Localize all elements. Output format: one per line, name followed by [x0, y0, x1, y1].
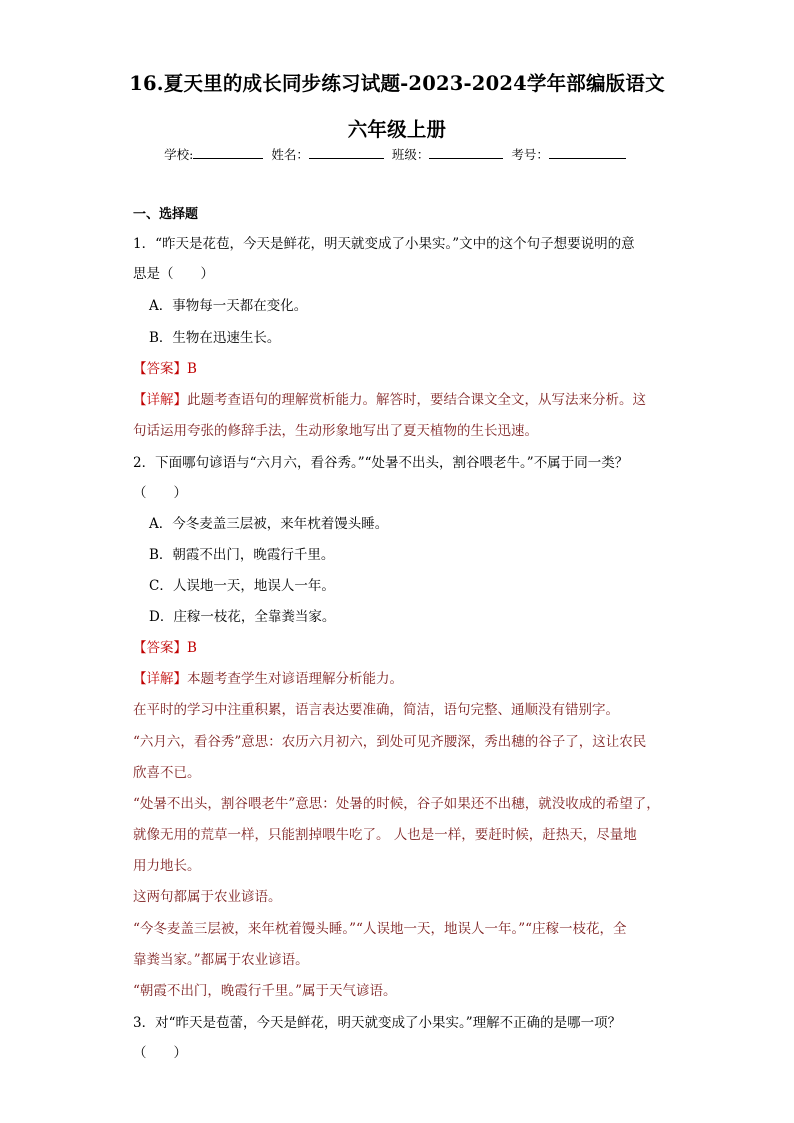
q1-answer	[133, 361, 197, 377]
q1-explain-line1	[133, 392, 646, 408]
exam-no-label: 考号：	[511, 147, 549, 162]
q2-option-a: A．今冬麦盖三层被，来年枕着馒头睡。	[149, 516, 389, 532]
q2-explain-line6: 就像无用的荒草一样，只能割掉喂牛吃了。 人也是一样，要赶时候，赶热天，尽量地	[133, 827, 637, 843]
q2-explain-line11: “朝霞不出门，晚霞行千里。”属于天气谚语。	[133, 983, 397, 999]
q2-explain-text1: 本题考查学生对谚语理解分析能力。	[187, 671, 403, 687]
q2-explain-label: 【详解】	[133, 671, 187, 687]
name-blank[interactable]	[309, 146, 384, 159]
q2-option-b: B．朝霞不出门，晚霞行千里。	[149, 547, 335, 563]
exam-no-blank[interactable]	[549, 146, 626, 159]
q3-stem-line2: （ ）	[133, 1045, 187, 1061]
student-info-row	[0, 145, 794, 163]
q2-explain-line1	[133, 671, 403, 687]
q3-stem-line1: 3．对“昨天是苞蕾，今天是鲜花，明天就变成了小果实。”理解不正确的是哪一项？	[133, 1015, 622, 1031]
school-label: 学校:	[164, 147, 194, 162]
q2-answer-value: B	[187, 640, 197, 656]
q2-stem-line1: 2．下面哪句谚语与“六月六，看谷秀。”“处暑不出头，割谷喂老牛。”不属于同一类？	[133, 455, 629, 471]
q2-explain-line2: 在平时的学习中注重积累，语言表达要准确，简洁，语句完整、通顺没有错别字。	[133, 702, 619, 718]
q1-explain-line2: 句话运用夸张的修辞手法，生动形象地写出了夏天植物的生长迅速。	[133, 423, 538, 439]
q2-explain-line7: 用力地长。	[133, 858, 201, 874]
section-heading: 一、选择题	[133, 207, 199, 222]
doc-title-line2: 六年级上册	[347, 118, 447, 141]
q2-explain-line3: “六月六，看谷秀”意思：农历六月初六，到处可见齐腰深，秀出穗的谷子了，这让农民	[133, 734, 647, 750]
doc-title-line1: 16.夏天里的成长同步练习试题-2023-2024学年部编版语文	[129, 72, 665, 95]
q1-explain-text1: 此题考查语句的理解赏析能力。解答时，要结合课文全文，从写法来分析。这	[187, 392, 646, 408]
q1-stem-line2: 思是（ ）	[133, 266, 214, 282]
q1-answer-label: 【答案】	[133, 361, 187, 377]
q2-explain-line10: 靠粪当家。”都属于农业谚语。	[133, 952, 309, 968]
q1-stem-line1: 1．“昨天是花苞，今天是鲜花，明天就变成了小果实。”文中的这个句子想要说明的意	[133, 236, 635, 252]
q2-explain-line5: “处暑不出头，割谷喂老牛”意思：处暑的时候，谷子如果还不出穗，就没收成的希望了，	[133, 796, 660, 812]
class-label: 班级：	[391, 147, 430, 162]
name-label: 姓名：	[271, 147, 309, 162]
q2-option-d: D．庄稼一枝花，全靠粪当家。	[149, 609, 336, 625]
class-blank[interactable]	[429, 146, 503, 159]
q2-option-c: C．人误地一天，地误人一年。	[149, 578, 335, 594]
school-blank[interactable]	[193, 146, 263, 159]
q1-option-b: B．生物在迅速生长。	[149, 330, 281, 346]
q2-explain-line4: 欣喜不已。	[133, 765, 201, 781]
q2-explain-line8: 这两句都属于农业谚语。	[133, 889, 282, 905]
q1-explain-label: 【详解】	[133, 392, 187, 408]
q1-answer-value: B	[187, 361, 197, 377]
q2-answer-label: 【答案】	[133, 640, 187, 656]
q2-answer	[133, 640, 197, 656]
q2-explain-line9: “今冬麦盖三层被，来年枕着馒头睡。”“人误地一天，地误人一年。”“庄稼一枝花，全	[133, 921, 627, 937]
q2-stem-line2: （ ）	[133, 485, 187, 501]
q1-option-a: A．事物每一天都在变化。	[149, 298, 308, 314]
